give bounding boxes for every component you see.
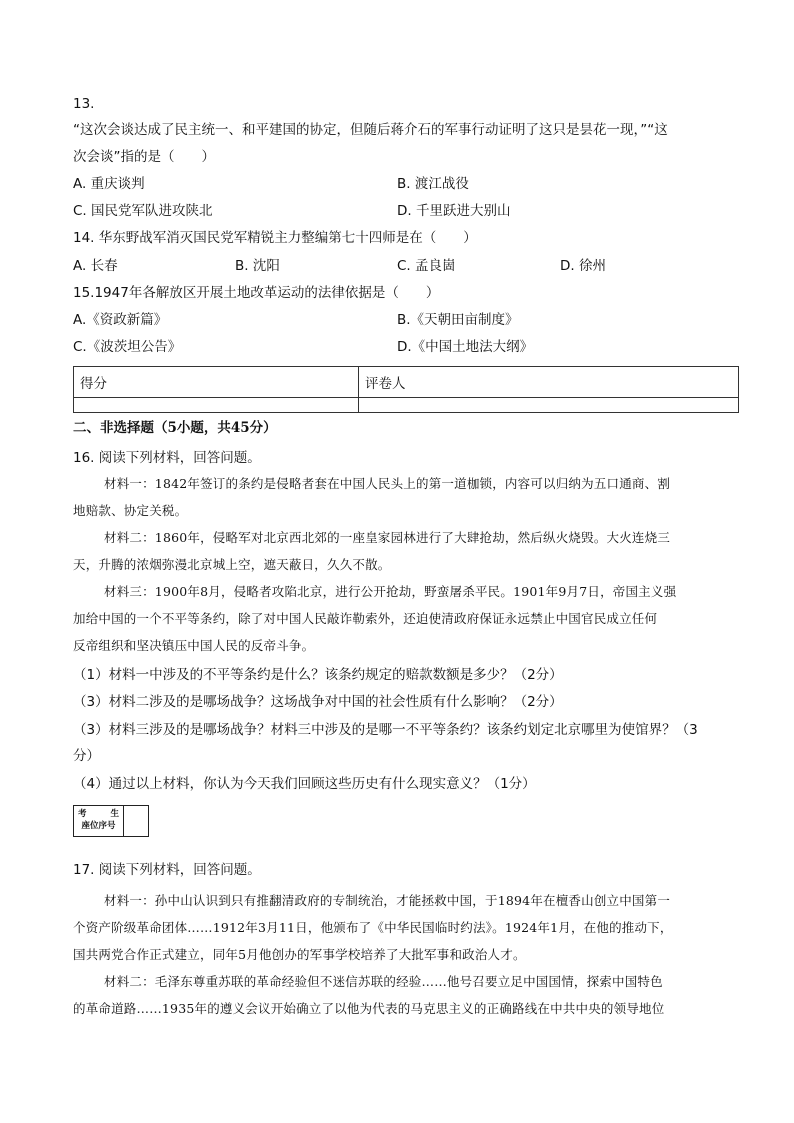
q15-option-b: B.《天朝田亩制度》 bbox=[397, 312, 519, 328]
q17-material-line: 的革命道路……1935年的遵义会议开始确立了以他为代表的马克思主义的正确路线在中共中央的领导地位 bbox=[73, 1001, 665, 1016]
seat-label-sheng: 生 bbox=[110, 809, 119, 819]
seat-label-kao: 考 bbox=[78, 809, 87, 819]
q17-material-line: 个资产阶级革命团体……1912年3月11日，他颁布了《中华民国临时约法》。1924年1月，在他的推动下， bbox=[73, 920, 673, 935]
section-title: 二、非选择题（5小题，共45分） bbox=[73, 420, 277, 436]
q14-option-c: C. 孟良崮 bbox=[397, 258, 456, 274]
q14-option-d: D. 徐州 bbox=[560, 258, 606, 274]
q15-option-d: D.《中国土地法大纲》 bbox=[397, 339, 534, 355]
seat-number-box bbox=[73, 805, 149, 837]
q15-stem: 15.1947年各解放区开展土地改革运动的法律依据是（ ） bbox=[73, 285, 440, 301]
score-cell[interactable] bbox=[74, 398, 359, 413]
q15-option-c: C.《波茨坦公告》 bbox=[73, 339, 182, 355]
q17-material-line: 材料一：孙中山认识到只有推翻清政府的专制统治，才能拯救中国，于1894年在檀香山创立中国第一 bbox=[104, 893, 671, 908]
q16-material-line: 反帝组织和坚决镇压中国人民的反帝斗争。 bbox=[73, 638, 315, 653]
q16-material-line: 加给中国的一个不平等条约，除了对中国人民敲诈勒索外，还迫使清政府保证永远禁止中国官民成立任何 bbox=[73, 611, 658, 626]
q14-option-b: B. 沈阳 bbox=[235, 258, 280, 274]
q17-material-line: 材料二：毛泽东尊重苏联的革命经验但不迷信苏联的经验……他号召要立足中国国情，探索中国特色 bbox=[104, 974, 663, 989]
q14-option-a: A. 长春 bbox=[73, 258, 118, 274]
q13-option-a: A. 重庆谈判 bbox=[73, 176, 145, 192]
q13-stem-line1: “这次会谈达成了民主统一、和平建国的协定，但随后蒋介石的军事行动证明了这只是昙花一现，”“这 bbox=[73, 122, 668, 138]
grader-header: 评卷人 bbox=[359, 367, 739, 398]
q16-question-4: （4）通过以上材料，你认为今天我们回顾这些历史有什么现实意义？（1分） bbox=[73, 776, 536, 792]
q16-intro: 16. 阅读下列材料，回答问题。 bbox=[73, 450, 261, 466]
q16-material-line: 天，升腾的浓烟弥漫北京城上空，遮天蔽日，久久不散。 bbox=[73, 557, 391, 572]
q17-intro: 17. 阅读下列材料，回答问题。 bbox=[73, 862, 261, 878]
q13-option-b: B. 渡江战役 bbox=[397, 176, 469, 192]
q13-option-d: D. 千里跃进大别山 bbox=[397, 203, 511, 219]
q16-question-2: （3）材料二涉及的是哪场战争？这场战争对中国的社会性质有什么影响？（2分） bbox=[73, 694, 563, 710]
q16-material-line: 材料三：1900年8月，侵略者攻陷北京，进行公开抢劫，野蛮屠杀平民。1901年9月7日，帝国主义强 bbox=[104, 584, 677, 599]
score-header: 得分 bbox=[74, 367, 359, 398]
seat-label-number: 座位序号 bbox=[81, 821, 116, 831]
q16-material-line: 材料二：1860年，侵略军对北京西北郊的一座皇家园林进行了大肆抢劫，然后纵火烧毁。大火连烧三 bbox=[104, 530, 671, 545]
grader-cell[interactable] bbox=[359, 398, 739, 413]
q16-question-1: （1）材料一中涉及的不平等条约是什么？该条约规定的赔款数额是多少？（2分） bbox=[73, 667, 563, 683]
q15-option-a: A.《资政新篇》 bbox=[73, 312, 168, 328]
q16-material-line: 材料一：1842年签订的条约是侵略者套在中国人民头上的第一道枷锁，内容可以归纳为五口通商、割 bbox=[104, 476, 671, 491]
q17-material-line: 国共两党合作正式建立，同年5月他创办的军事学校培养了大批军事和政治人才。 bbox=[73, 947, 526, 962]
seat-number-label bbox=[74, 806, 124, 836]
q13-option-c: C. 国民党军队进攻陕北 bbox=[73, 203, 213, 219]
score-table bbox=[73, 366, 739, 413]
q13-number: 13. bbox=[73, 96, 95, 112]
q16-material-line: 地赔款、协定关税。 bbox=[73, 503, 188, 518]
q16-question-3: （3）材料三涉及的是哪场战争？材料三中涉及的是哪一不平等条约？该条约划定北京哪里为使馆界？（3 bbox=[73, 722, 698, 738]
q13-stem-line2: 次会谈”指的是（ ） bbox=[73, 149, 215, 165]
q16-question-3-cont: 分） bbox=[73, 748, 100, 764]
q14-stem: 14. 华东野战军消灭国民党军精锐主力整编第七十四师是在（ ） bbox=[73, 230, 477, 246]
